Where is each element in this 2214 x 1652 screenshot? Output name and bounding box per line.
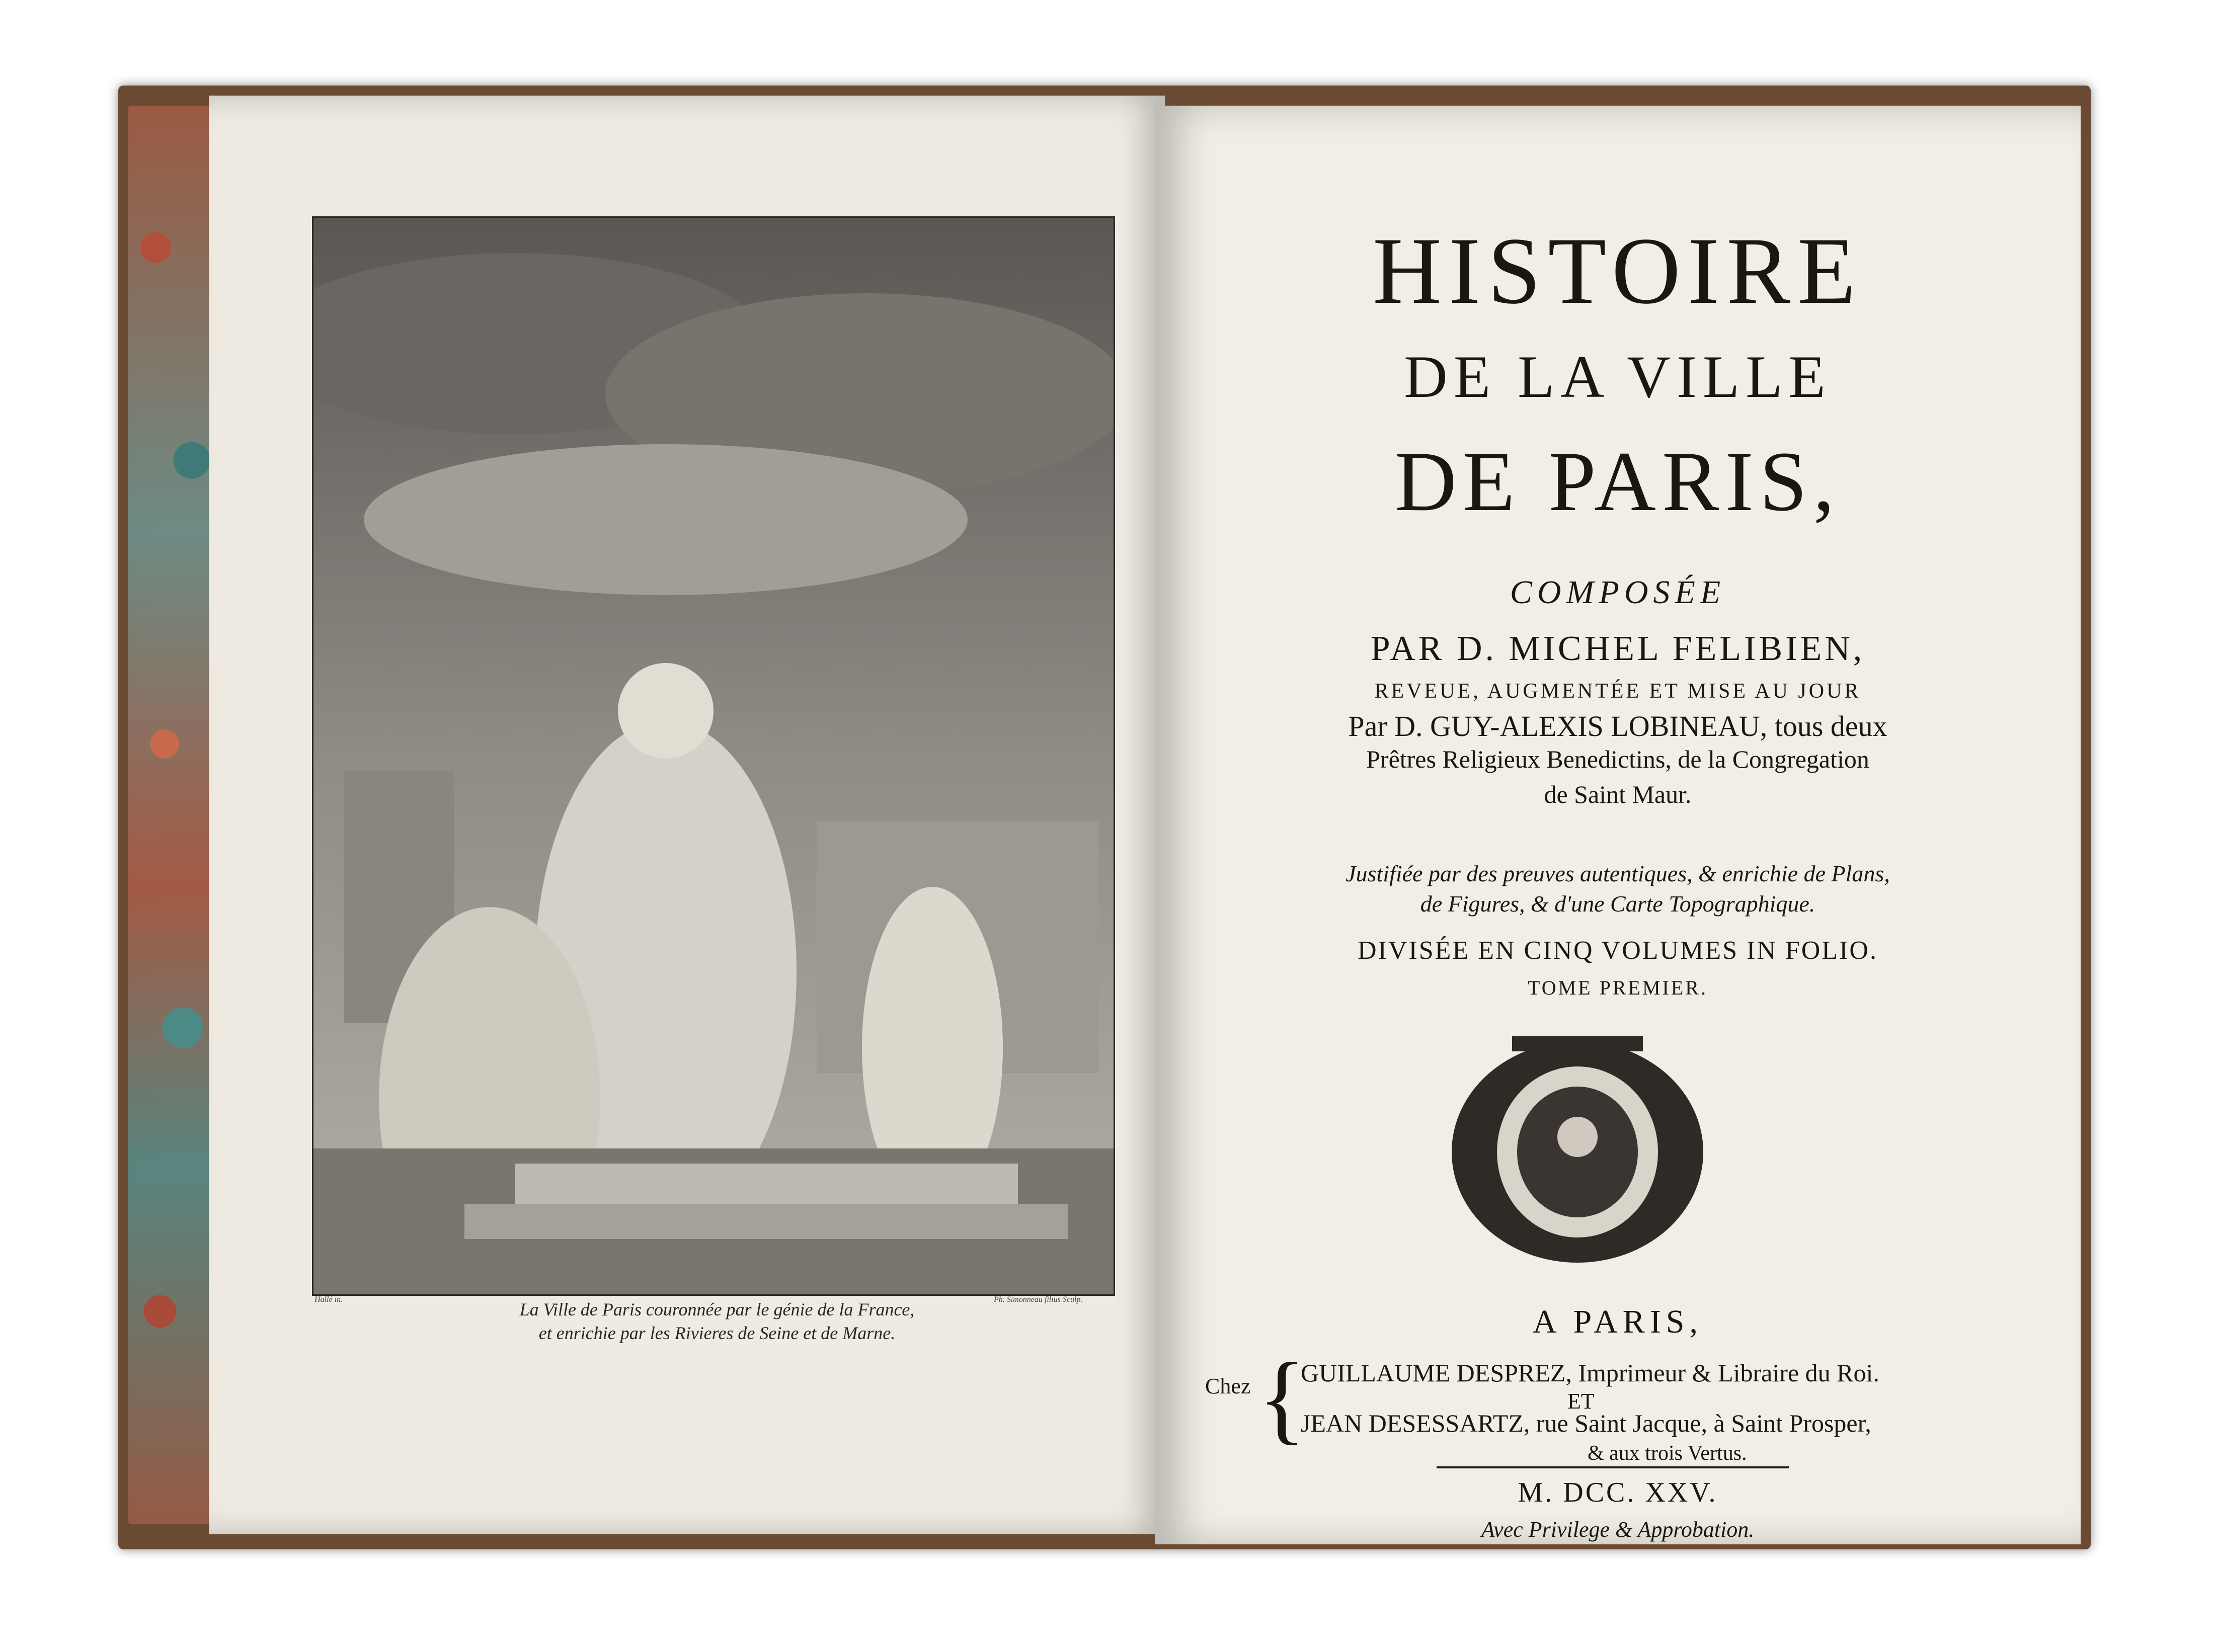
frontispiece-engraving — [312, 216, 1115, 1296]
engraver-credit-right: Ph. Simonneau filius Sculp. — [994, 1295, 1083, 1304]
order-line-1: Prêtres Religieux Benedictins, de la Congregation — [1366, 745, 1869, 773]
divider-rule — [1437, 1466, 1789, 1468]
caption-line-1: La Ville de Paris couronnée par le génie de la France, — [519, 1299, 915, 1319]
title-page — [1155, 106, 2081, 1544]
printer-device-vignette — [1437, 1021, 1718, 1273]
frontispiece-page — [209, 96, 1165, 1534]
title-line-3: DE PARIS, — [1395, 434, 1841, 529]
privilege-line: Avec Privilege & Approbation. — [1481, 1517, 1755, 1542]
year-line: M. DCC. XXV. — [1518, 1477, 1718, 1508]
et-label: ET — [1567, 1389, 1595, 1414]
justified-line-1: Justifiée par des preuves autentiques, & enrichie de Plans, — [1346, 861, 1890, 886]
author-line: PAR D. MICHEL FELIBIEN, — [1370, 629, 1865, 668]
artist-credit-left: Hallé in. — [314, 1295, 343, 1304]
marbled-endpaper — [128, 106, 219, 1524]
imprint-block — [1195, 1343, 2050, 1465]
divided-line: DIVISÉE EN CINQ VOLUMES IN FOLIO. — [1358, 936, 1878, 965]
tome-line: TOME PREMIER. — [1528, 976, 1708, 999]
open-book — [118, 86, 2091, 1549]
place-line: A PARIS, — [1532, 1303, 1703, 1340]
title-line-1: HISTOIRE — [1372, 218, 1863, 324]
printer-1: GUILLAUME DESPREZ, Imprimeur & Libraire du Roi. — [1301, 1359, 1879, 1387]
title-line-2: DE LA VILLE — [1404, 343, 1832, 410]
printer-2: JEAN DESESSARTZ, rue Saint Jacque, à Saint Prosper, — [1301, 1409, 1871, 1437]
justified-line-2: de Figures, & d'une Carte Topographique. — [1420, 891, 1815, 917]
caption-line-2: et enrichie par les Rivieres de Seine et de Marne. — [538, 1323, 896, 1343]
order-line-2: de Saint Maur. — [1544, 780, 1692, 808]
frontispiece-caption — [390, 1298, 1044, 1345]
printer-2-continued: & aux trois Vertus. — [1588, 1442, 1747, 1465]
brace-glyph: { — [1258, 1343, 1306, 1454]
chez-label: Chez — [1205, 1374, 1251, 1398]
reviewed-line: REVEUE, AUGMENTÉE ET MISE AU JOUR — [1374, 680, 1861, 703]
composee-label: COMPOSÉE — [1510, 574, 1726, 611]
reviser-line: Par D. GUY-ALEXIS LOBINEAU, tous deux — [1348, 710, 1887, 742]
